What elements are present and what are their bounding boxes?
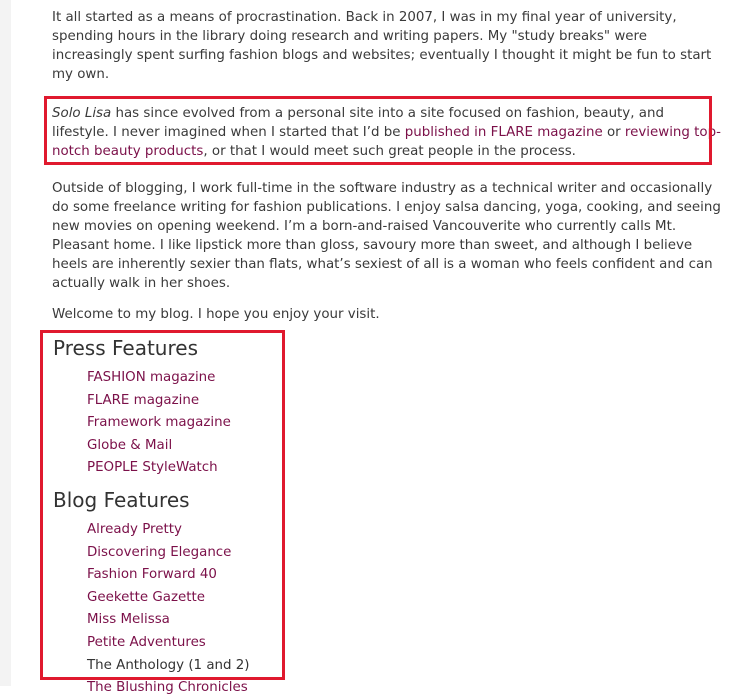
list-item[interactable] bbox=[87, 632, 250, 655]
blog-link[interactable]: Geekette Gazette bbox=[87, 589, 205, 605]
about-paragraph-4: Welcome to my blog. I hope you enjoy your visit. bbox=[52, 307, 380, 322]
site-name: Solo Lisa bbox=[52, 106, 112, 121]
about-content bbox=[52, 8, 724, 336]
blog-features-list bbox=[87, 519, 250, 677]
press-link[interactable]: FASHION magazine bbox=[87, 370, 216, 385]
list-item[interactable] bbox=[87, 435, 231, 458]
blog-item-text: The Anthology (1 and 2) bbox=[87, 657, 250, 673]
p2-text-2: or bbox=[602, 125, 625, 140]
list-item[interactable] bbox=[87, 367, 231, 390]
list-item[interactable] bbox=[87, 457, 231, 480]
list-item[interactable] bbox=[87, 609, 250, 632]
press-link[interactable]: Framework magazine bbox=[87, 415, 231, 431]
blog-link[interactable]: Petite Adventures bbox=[87, 634, 206, 650]
about-paragraph-2 bbox=[52, 104, 724, 161]
list-item[interactable] bbox=[87, 564, 250, 587]
left-gutter bbox=[0, 0, 11, 686]
list-item[interactable] bbox=[87, 587, 250, 610]
press-link[interactable]: PEOPLE StyleWatch bbox=[87, 460, 218, 476]
list-item[interactable] bbox=[87, 655, 250, 678]
list-item[interactable] bbox=[87, 412, 231, 435]
blog-link[interactable]: Miss Melissa bbox=[87, 612, 170, 628]
blog-link[interactable]: Discovering Elegance bbox=[87, 544, 232, 560]
blog-link[interactable]: Fashion Forward 40 bbox=[87, 567, 217, 583]
blog-link[interactable]: Already Pretty bbox=[87, 522, 182, 537]
press-link[interactable]: FLARE magazine bbox=[87, 392, 200, 408]
list-item[interactable] bbox=[87, 390, 231, 413]
press-features-list bbox=[87, 367, 231, 480]
about-paragraph-1: It all started as a means of procrastination. Back in 2007, I was in my final year of university, spending hours in the library doing research and writing papers. My "study breaks" were increasingly spent surfing fashion blogs and websites; eventually I thought it might be fun to start my own. bbox=[52, 10, 712, 82]
p2-text-1: has since evolved from a personal site into a site focused on fashion, beauty, and lifestyle. I never imagined when I started that I’d be bbox=[52, 106, 664, 140]
beauty-reviews-link[interactable]: reviewing top-notch beauty products bbox=[52, 125, 721, 159]
about-paragraph-3: Outside of blogging, I work full-time in the software industry as a technical writer and occasionally do some freelance writing for fashion publications. I enjoy salsa dancing, yoga, cooking, and seeing new movies on opening weekend. I’m a born-and-raised Vancouverite who currently calls Mt. Pleasant home. I like lipstick more than gloss, savoury more than sweet, and although I believe heels are inherently sexier than flats, what’s sexiest of all is a woman who feels confident and can actually walk in her shoes. bbox=[52, 181, 721, 291]
press-link[interactable]: Globe & Mail bbox=[87, 437, 173, 453]
list-item[interactable] bbox=[87, 519, 250, 542]
flare-published-link[interactable]: published in FLARE magazine bbox=[404, 125, 603, 140]
blog-link-partial[interactable]: The Blushing Chronicles bbox=[87, 680, 248, 695]
press-features-heading: Press Features bbox=[53, 336, 198, 360]
p2-text-3: , or that I would meet such great people in the process. bbox=[203, 144, 576, 159]
list-item[interactable] bbox=[87, 542, 250, 565]
blog-features-heading: Blog Features bbox=[53, 488, 190, 512]
